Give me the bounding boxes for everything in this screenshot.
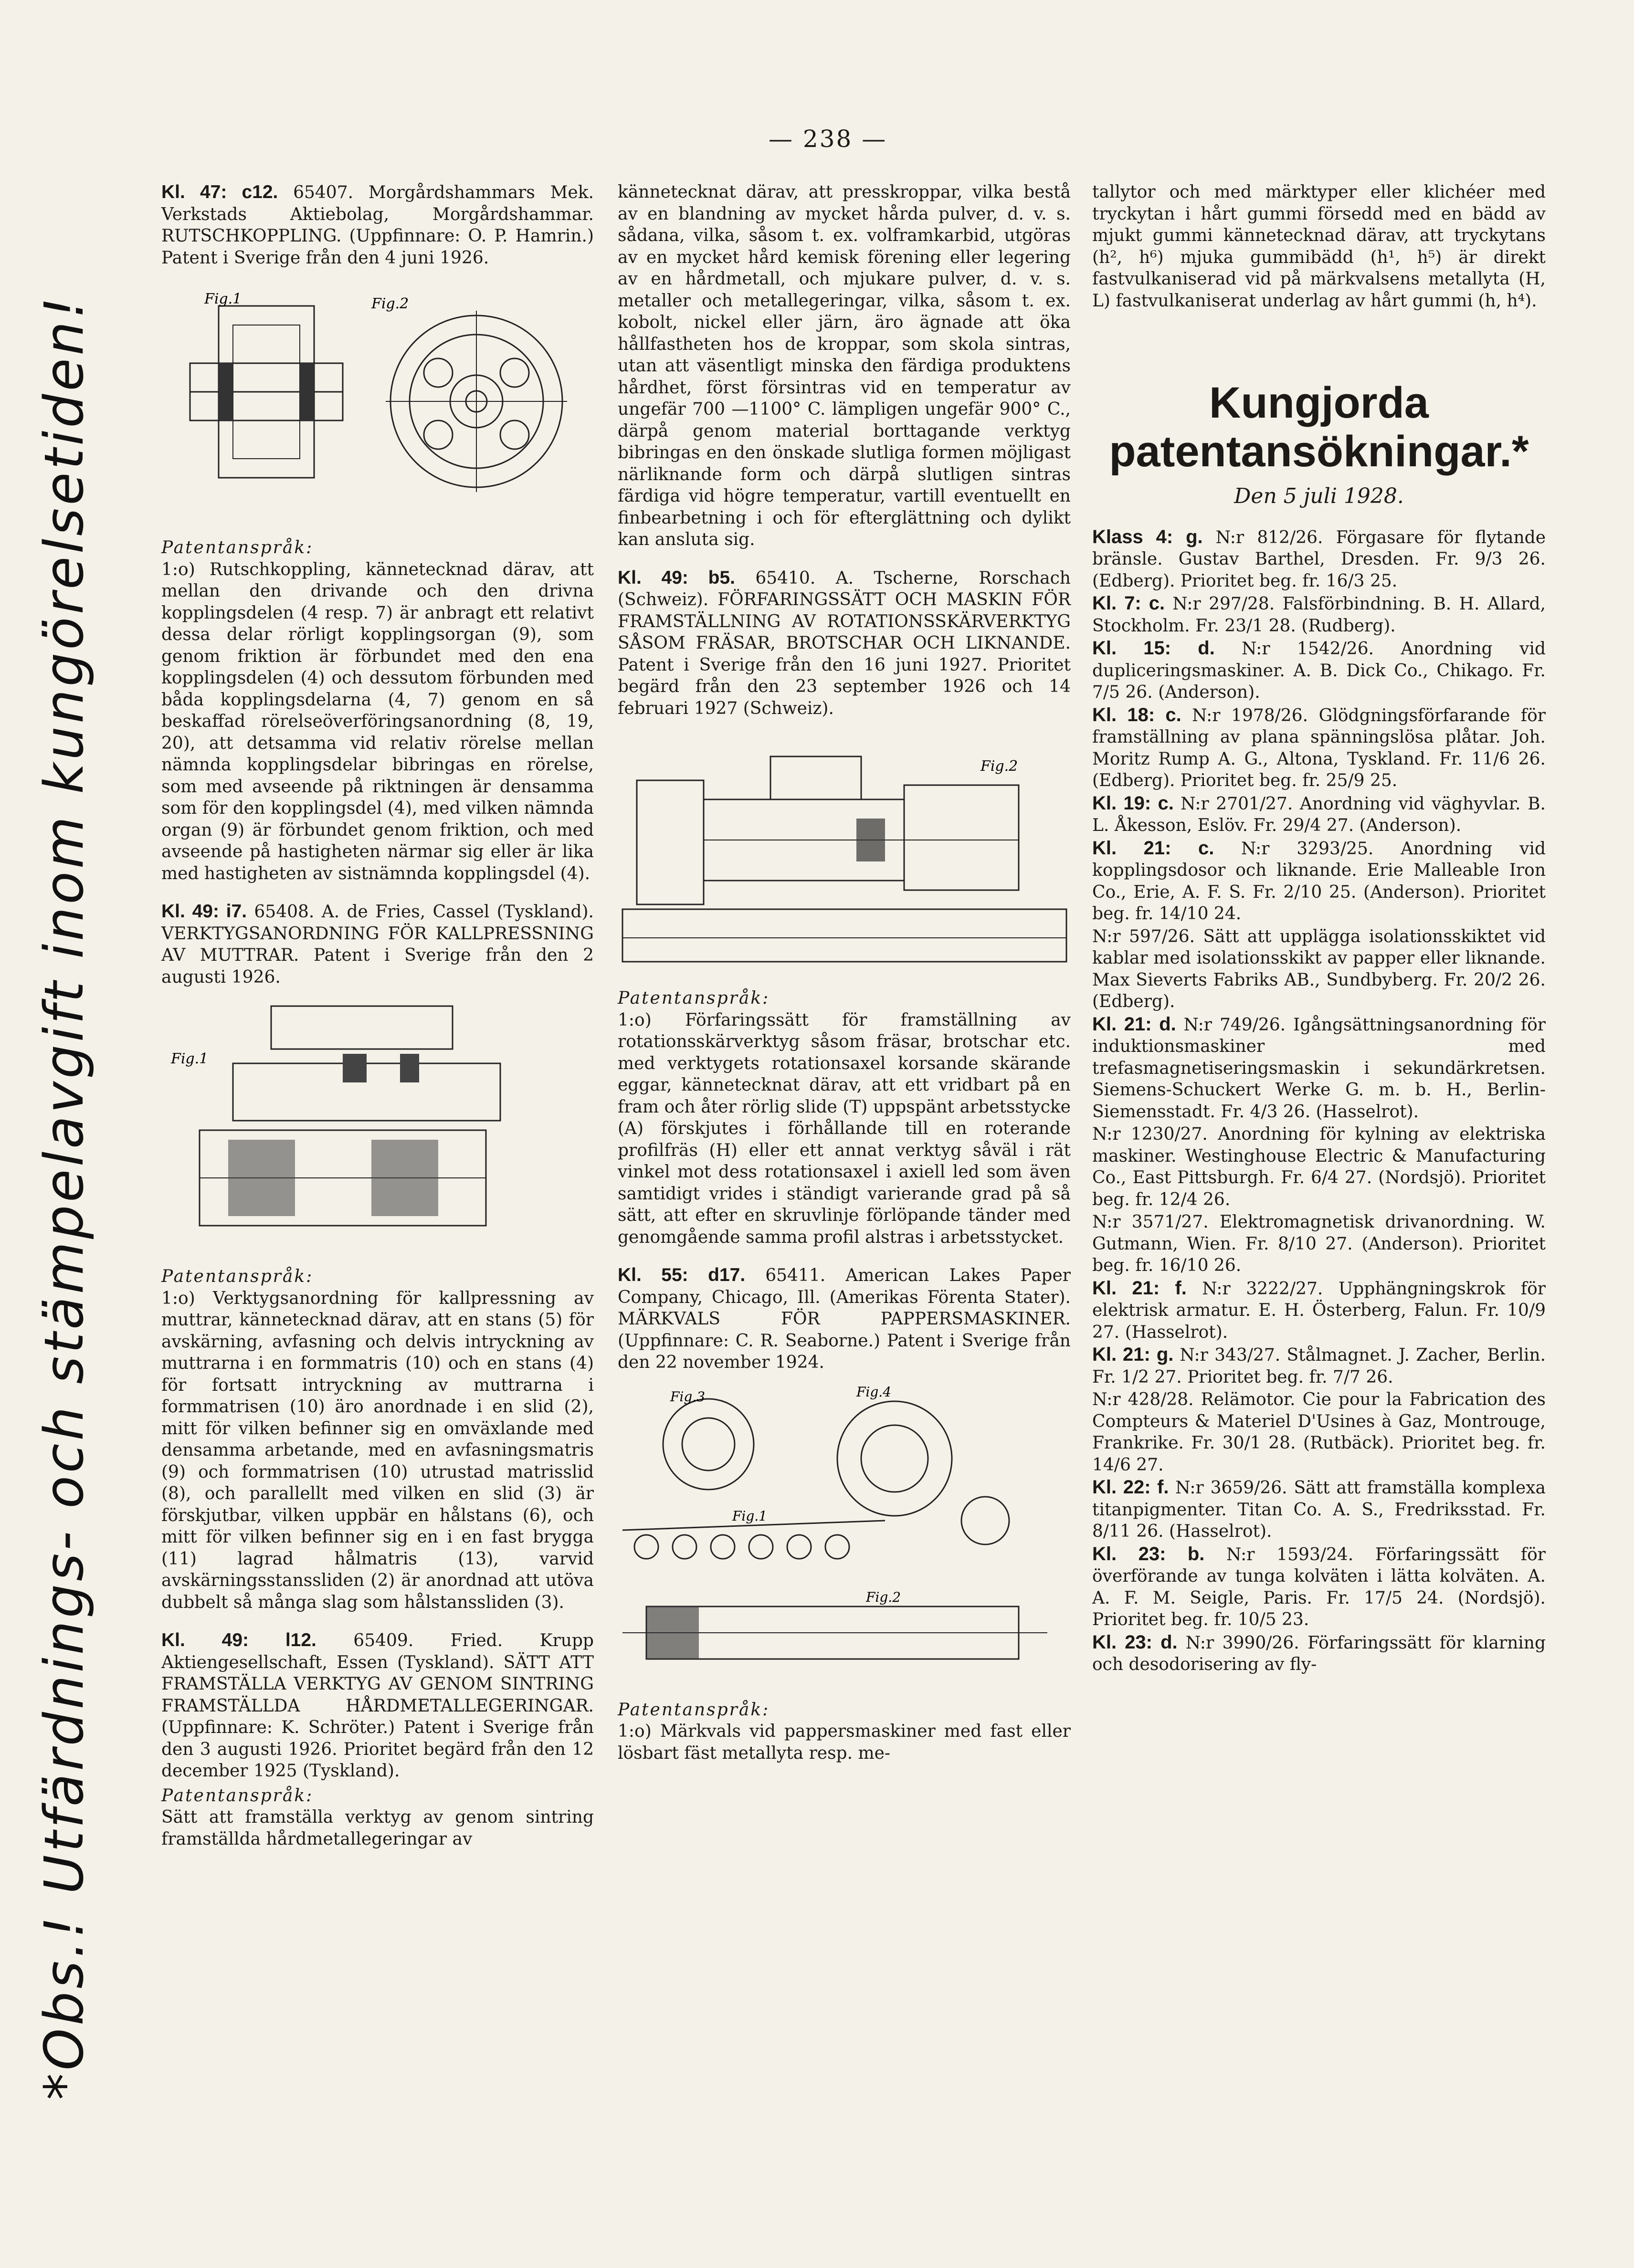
class-label: Klass 4: g. [1092, 526, 1216, 547]
fig-label: Fig.4 [856, 1384, 892, 1400]
application-text: N:r 3293/25. Anordning vid kopplingsdosor och liknande. Erie Malleable Iron Co., Erie, A. F. S. Fr. 2/10 25. (Anderson). Prioritet beg. fr. 14/10 24. [1092, 839, 1546, 924]
entry-65407 [161, 181, 594, 269]
application-text: N:r 1593/24. Förfaringssätt för överförande av tunga kolväten i lätta kolväten. A. A. F. M. Seigle, Paris. Fr. 17/5 24. (Nordsjö). Prioritet beg. fr. 10/5 23. [1092, 1544, 1546, 1629]
application-item [1092, 1014, 1546, 1123]
application-text: N:r 1542/26. Anordning vid dupliceringsmaskiner. A. B. Dick Co., Chikago. Fr. 7/5 26. (Anderson). [1092, 639, 1546, 702]
column-1 [161, 181, 594, 1850]
section-date: Den 5 juli 1928. [1234, 484, 1404, 508]
class-label: Kl. 22: f. [1092, 1477, 1176, 1498]
fig-label: Fig.1 [732, 1508, 768, 1524]
application-item [1092, 1477, 1546, 1543]
application-item [1092, 1278, 1546, 1344]
entry-65409 [161, 1629, 594, 1782]
application-item [1092, 1632, 1546, 1676]
application-item [1092, 1211, 1546, 1277]
column-2 [618, 181, 1071, 1764]
class-label: Kl. 18: c. [1092, 704, 1192, 725]
application-item [1092, 1124, 1546, 1210]
claim-text: 1:o) Förfaringssätt för framställning av rotationsskärverktyg såsom fräsar, brotschar etc. med verktygets rotationsaxel korsande skärande eggar, kännetecknat därav, att ett vridbart på en fram och åter rörlig slide (T) uppspänt arbetsstycke (A) förskjutes i förhållande till en roterande profilfräs (H) eller ett annat verktyg såväl i rät vinkel mot dess rotationsaxel i axiell led som även samtidigt vrides i ständigt varierande grad på så sätt, att efter en skruvlinje förlöpande tänder med genomgående samma profil alstras i arbetsstycket. [618, 1010, 1071, 1247]
fig-label: Fig.2 [866, 1589, 901, 1605]
entry-65408 [161, 901, 594, 988]
class-label: Kl. 21: d. [1092, 1013, 1184, 1035]
application-item [1092, 638, 1546, 704]
claim-heading: Patentanspråk: [618, 1700, 770, 1720]
application-text: N:r 428/28. Relämotor. Cie pour la Fabrication des Compteurs & Materiel D'Usines à Gaz, Montrouge, Frankrike. Fr. 30/1 28. (Rutbäck). Prioritet beg. fr. 14/6 27. [1092, 1390, 1546, 1475]
application-text: N:r 1230/27. Anordning för kylning av elektriska maskiner. Westinghouse Electric & Manufacturing Co., East Pittsburgh. Fr. 6/4 27. (Nordsjö). Prioritet beg. fr. 12/4 26. [1092, 1124, 1546, 1209]
claim-heading: Patentanspråk: [161, 538, 314, 557]
entry-text: 65411. American Lakes Paper Company, Chicago, Ill. (Amerikas Förenta Stater). MÄRKVALS FÖR PAPPERSMASKINER. (Uppfinnare: C. R. Seaborne.) Patent i Sverige från den 22 november 1924. [618, 1266, 1071, 1372]
application-item [1092, 593, 1546, 637]
application-item [1092, 1389, 1546, 1476]
application-item [1092, 926, 1546, 1013]
entry-text: 65408. A. de Fries, Cassel (Tyskland). VERKTYGSANORDNING FÖR KALLPRESSNING AV MUTTRAR. Patent i Sverige från den 2 augusti 1926. [161, 902, 594, 987]
application-item [1092, 1344, 1546, 1388]
page-number: — 238 — [769, 125, 887, 153]
application-text: N:r 3659/26. Sätt att framställa komplexa titanpigmenter. Titan Co. A. S., Fredriksstad. Fr. 8/11 26. (Hasselrot). [1092, 1478, 1546, 1541]
entry-text: 65407. Morgårdshammars Mek. Verkstads Aktiebolag, Morgårdshammar. RUTSCHKOPPLING. (Uppfinnare: O. P. Hamrin.) Patent i Sverige från den 4 juni 1926. [161, 183, 594, 268]
class-label: Kl. 15: d. [1092, 638, 1242, 659]
class-label: Kl. 23: d. [1092, 1631, 1186, 1653]
entry-65410 [618, 567, 1071, 720]
application-item [1092, 838, 1546, 925]
application-text: N:r 2701/27. Anordning vid väghyvlar. B. L. Åkesson, Eslöv. Fr. 29/4 27. (Anderson). [1092, 794, 1546, 835]
application-item [1092, 526, 1546, 592]
claim-heading: Patentanspråk: [161, 1267, 314, 1286]
application-text: N:r 3990/26. Förfaringssätt för klarning och desodorisering av fly- [1092, 1633, 1546, 1674]
class-label: Kl. 47: c12. [161, 182, 278, 202]
fig-label: Fig.1 [171, 1050, 209, 1067]
class-label: Kl. 23: b. [1092, 1543, 1226, 1564]
claim-text: 1:o) Verktygsanordning för kallpressning av muttrar, kännetecknad därav, att en stans (5) för avskärning, avfasning och delvis intryckning av muttrarna i en formmatris (10) och en stans (4) för fortsatt intryckning av muttrarna i formmatrisen (10) äro anordnade i en slid (2), mitt för vilken befinner sig en omväxlande med densamma arbetande, med en avfasningsmatris (9) och formmatrisen (10) utrustad matrisslid (8), och parallellt med vilken en slid (3) är förskjutbar, vilken uppbär en hålstans (6), och mitt för vilken befinner sig en i en fast brygga (11) lagrad hålmatris (13), varvid avskärningsstanssliden (2) är anordnad att utöva dubbelt så många slag som hålstanssliden (3). [161, 1288, 594, 1612]
fig-label: Fig.3 [670, 1388, 706, 1405]
side-notice: *Obs.! Utfärdnings- och stämpelavgift inom kungörelsetiden! [33, 294, 95, 2100]
application-text: N:r 812/26. Förgasare för flytande bränsle. Gustav Barthel, Dresden. Fr. 9/3 26. (Edberg). Prioritet beg. fr. 16/3 25. [1092, 527, 1546, 591]
application-item [1092, 704, 1546, 792]
application-text: N:r 343/27. Stålmagnet. J. Zacher, Berlin. Fr. 1/2 27. Prioritet beg. fr. 7/7 26. [1092, 1345, 1546, 1387]
entry-text: 65409. Fried. Krupp Aktiengesellschaft, Essen (Tyskland). SÄTT ATT FRAMSTÄLLA VERKTYG AV GENOM SINTRING FRAMSTÄLLDA HÅRDMETALLEGERINGAR. (Uppfinnare: K. Schröter.) Patent i Sverige från den 3 augusti 1926. Prioritet begärd från den 12 december 1925 (Tyskland). [161, 1631, 594, 1781]
class-label: Kl. 49: i7. [161, 901, 247, 922]
fig-label: Fig.2 [980, 758, 1018, 775]
class-label: Kl. 21: g. [1092, 1344, 1180, 1365]
application-text: N:r 597/26. Sätt att upplägga isolationsskiktet vid kablar med isolationsskikt av papper eller liknande. Max Sieverts Fabriks AB., Sundbyberg. Fr. 20/2 26. (Edberg). [1092, 926, 1546, 1011]
fig-label: Fig.2 [371, 295, 409, 312]
application-text: N:r 3222/27. Upphängningskrok för elektrisk armatur. E. H. Österberg, Falun. Fr. 10/9 27. (Hasselrot). [1092, 1279, 1546, 1342]
claim-text: Sätt att framställa verktyg av genom sintring framställda hårdmetallegeringar av [161, 1807, 594, 1849]
continued-text: tallytor och med märktyper eller klichéer med tryckytan i hårt gummi försedd med en bädd av mjukt gummi kännetecknad därav, att tryckytans (h², h⁶) mjuka gummibädd (h¹, h⁵) är direkt fastvulkaniserad vid på märkvalsens metallyta (H, L) fastvulkaniserat underlag av hårt gummi (h, h⁴). [1092, 182, 1546, 311]
claim-text: 1:o) Rutschkoppling, kännetecknad därav, att mellan den drivande och den drivna kopplingsdelen (4 resp. 7) är anbragt ett relativt dessa delar rörligt kopplingsorgan (9), som genom friktion är förbundet med den ena kopplingsdelen (4) och dessutom förbunden med båda kopplingsdelarna (4, 7) genom en så beskaffad rörelseöverföringsanordning (8, 19, 20), att detsamma vid relativ rörelse mellan nämnda kopplingsdelar bibringas en rörelse, som med avseende på riktningen är densamma som för den kopplingsdel (4), med vilken nämnda organ (9) är förbundet genom friktion, och med avseende på hastigheten närmar sig eller är lika med hastigheten av sistnämnda kopplingsdel (4). [161, 559, 594, 883]
application-item [1092, 1544, 1546, 1631]
figure-rotationsskarverktyg [618, 728, 1071, 976]
claim-heading: Patentanspråk: [161, 1785, 314, 1806]
claim-heading: Patentanspråk: [618, 988, 770, 1008]
section-headline: Kungjorda patentansökningar.* [1109, 378, 1529, 476]
claim-text: 1:o) Märkvals vid pappersmaskiner med fast eller lösbart fäst metallyta resp. me- [618, 1722, 1071, 1763]
application-text: N:r 297/28. Falsförbindning. B. H. Allard, Stockholm. Fr. 23/1 28. (Rudberg). [1092, 594, 1546, 636]
class-label: Kl. 55: d17. [618, 1265, 746, 1285]
application-item [1092, 793, 1546, 837]
figure-markvals [618, 1382, 1071, 1688]
class-label: Kl. 21: f. [1092, 1277, 1202, 1299]
continued-text: kännetecknat därav, att presskroppar, vilka bestå av en blandning av mycket hårda pulver, d. v. s. sådana, vilka, såsom t. ex. volframkarbid, utgöras av en mycket hård kemisk förening eller legering av en hårdmetall, och mjukare pulver, d. v. s. metaller och metallegeringar, vilka, såsom t. ex. kobolt, nickel eller järn, äro ägnade att öka hållfastheten hos de kroppar, som skola sintras, utan att väsentligt minska den färdiga produktens hårdhet, först försintras vid en temperatur av ungefär 700 —1100° C. lämpligen ungefär 900° C., därpå genom material borttagande verktyg bibringas en den önskade slutliga formen möjligast närliknande form och därpå slutligen sintras färdiga vid högre temperatur, vartill eventuellt en finbearbetning i och för efterglättning och dylikt kan ansluta sig. [618, 182, 1071, 549]
class-label: Kl. 49: b5. [618, 567, 735, 588]
class-label: Kl. 21: c. [1092, 837, 1241, 859]
fig-label: Fig.1 [204, 291, 242, 307]
application-text: N:r 1978/26. Glödgningsförfarande för framställning av plana spänningslösa plåtar. Joh. Moritz Rump A. G., Altona, Tyskland. Fr. 11/6 26. (Edberg). Prioritet beg. fr. 25/9 25. [1092, 705, 1546, 790]
application-text: N:r 3571/27. Elektromagnetisk drivanordning. W. Gutmann, Wien. Fr. 8/10 27. (Anderson). Prioritet beg. fr. 16/10 26. [1092, 1212, 1546, 1275]
application-list [1092, 526, 1546, 1676]
column-3 [1092, 181, 1546, 1677]
class-label: Kl. 7: c. [1092, 593, 1173, 614]
figure-verktygsanordning [161, 997, 594, 1254]
figure-rutschkoppling [161, 277, 594, 525]
entry-65411 [618, 1264, 1071, 1374]
class-label: Kl. 49: l12. [161, 1630, 316, 1650]
application-text: N:r 749/26. Igångsättningsanordning för induktionsmaskiner med trefasmagnetiseringsmaskin i sekundärkretsen. Siemens-Schuckert Werke G. m. b. H., Berlin-Siemensstadt. Fr. 4/3 26. (Hasselrot). [1092, 1015, 1546, 1122]
entry-text: 65410. A. Tscherne, Rorschach (Schweiz). FÖRFARINGSSÄTT OCH MASKIN FÖR FRAMSTÄLLNING AV ROTATIONSSKÄRVERKTYG SÅSOM FRÄSAR, BROTSCHAR OCH LIKNANDE. Patent i Sverige från den 16 juni 1927. Prioritet begärd från den 23 september 1926 och 14 februari 1927 (Schweiz). [618, 568, 1071, 718]
class-label: Kl. 19: c. [1092, 792, 1181, 814]
